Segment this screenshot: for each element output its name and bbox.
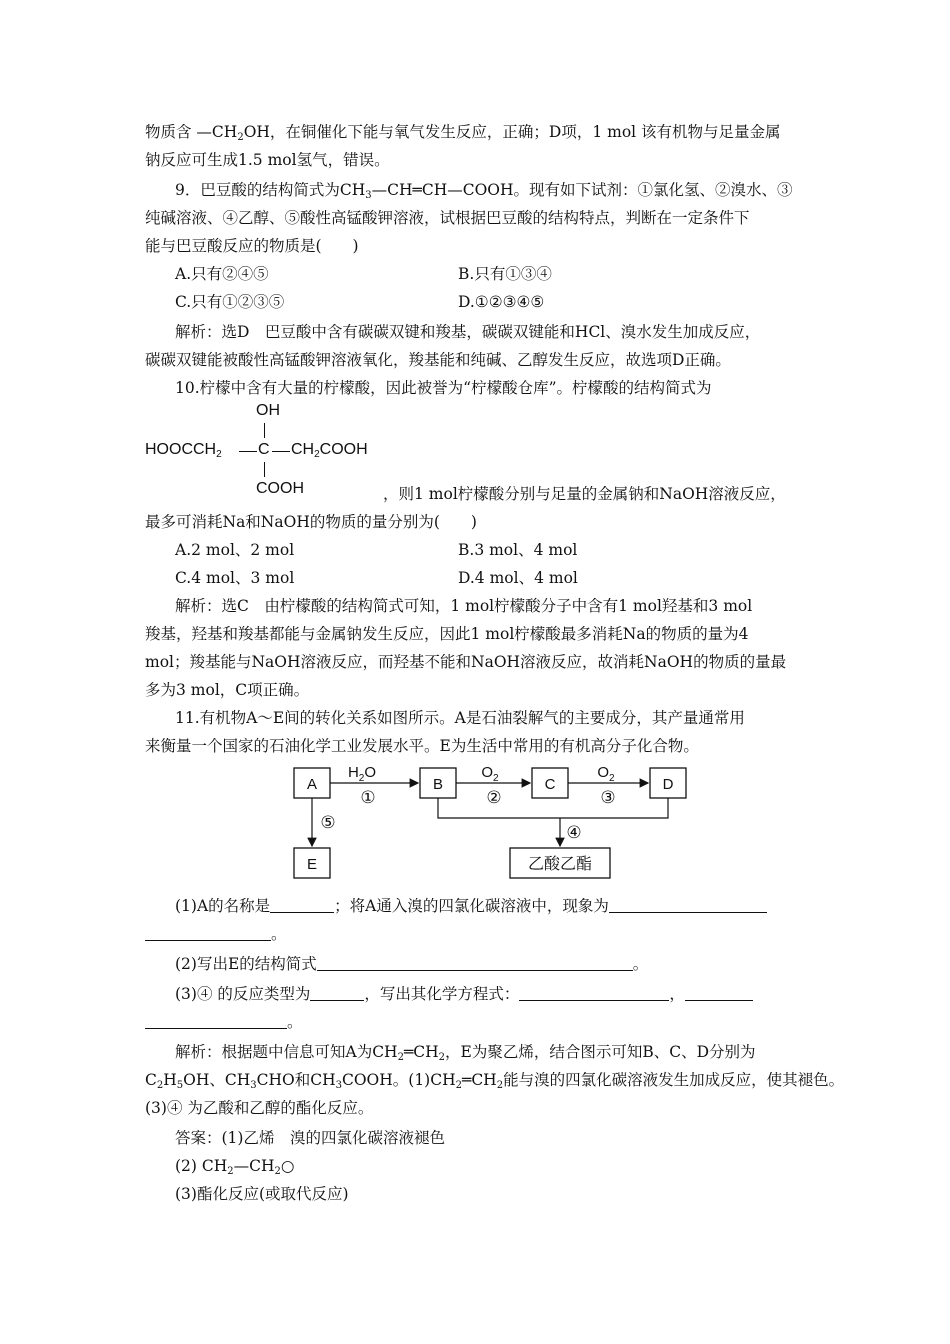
q9-stem-2: 纯碱溶液、④乙醇、⑤酸性高锰酸钾溶液，试根据巴豆酸的结构特点，判断在一定条件下 [145, 209, 750, 227]
q9-option-c: C.只有①②③⑤ [175, 293, 285, 311]
node-b: B [432, 776, 444, 793]
answer-blank[interactable] [685, 986, 753, 1001]
bond-right [272, 451, 290, 452]
node-a: A [306, 776, 318, 793]
q10-stem-1: 10.柠檬中含有大量的柠檬酸，因此被誉为“柠檬酸仓库”。柠檬酸的结构简式为 [175, 379, 712, 397]
node-c: C [544, 776, 556, 793]
q11-part-1: (1)A的名称是 ；将A通入溴的四氯化碳溶液中，现象为 [175, 896, 767, 916]
q11-stem-1: 11.有机物A～E间的转化关系如图所示。A是石油裂解气的主要成分，其产量通常用 [175, 709, 745, 727]
q9-option-b: B.只有①③④ [458, 265, 552, 283]
answer-blank[interactable] [310, 986, 364, 1001]
q10-option-b: B.3 mol、4 mol [458, 541, 578, 559]
structure-left: $HOOCCH_2$ [145, 441, 222, 460]
q9-option-d: D.①②③④⑤ [458, 293, 545, 311]
q11-stem-2: 来衡量一个国家的石油化学工业发展水平。E为生活中常用的有机高分子化合物。 [145, 737, 699, 755]
bond-up [264, 423, 265, 438]
q10-option-d: D.4 mol、4 mol [458, 569, 578, 587]
reagent-h2o: $H_2O$ [347, 764, 377, 784]
q10-analysis-4: 多为3 mol，C项正确。 [145, 681, 310, 699]
q9-stem-1: 9．巴豆酸的结构简式为$CH_3—CH═CH—COOH$。现有如下试剂：①氯化氢、②溴水、③ [175, 181, 793, 201]
q11-answer-1: 答案：(1)乙烯 溴的四氯化碳溶液褪色 [175, 1129, 445, 1147]
q9-stem-3: 能与巴豆酸反应的物质是( ) [145, 237, 359, 255]
citric-acid-structure [145, 400, 405, 504]
answer-blank[interactable] [609, 898, 767, 913]
structure-oh: OH [256, 402, 280, 419]
q11-analysis-2: $C_2H_5OH$、$CH_3CHO$和$CH_3COOH$。$(1)CH_2═CH_2$能与溴的四氯化碳溶液发生加成反应，使其褪色。 [145, 1071, 845, 1091]
q11-analysis-1: 解析：根据题中信息可知A为$CH_2═CH_2$，E为聚乙烯，结合图示可知B、C、D分别为 [175, 1043, 756, 1063]
node-d: D [662, 776, 674, 793]
bond-left [239, 451, 257, 452]
structure-bottom: COOH [256, 480, 304, 497]
structure-center: C [258, 441, 270, 458]
q9-analysis-1: 解析：选D 巴豆酸中含有碳碳双键和羧基，碳碳双键能和HCl、溴水发生加成反应， [175, 323, 761, 341]
q10-option-c: C.4 mol、3 mol [175, 569, 295, 587]
q9-analysis-2: 碳碳双键能被酸性高锰酸钾溶液氧化，羧基能和纯碱、乙醇发生反应，故选项D正确。 [145, 351, 731, 369]
q10-stem-2: ，则1 mol柠檬酸分别与足量的金属钠和NaOH溶液反应， [383, 485, 786, 503]
q10-analysis-1: 解析：选C 由柠檬酸的结构简式可知，1 mol柠檬酸分子中含有1 mol羟基和3 mol [175, 597, 753, 615]
q10-stem-3: 最多可消耗Na和NaOH的物质的量分别为( ) [145, 513, 477, 531]
q10-option-a: A.2 mol、2 mol [175, 541, 295, 559]
answer-blank[interactable] [317, 956, 633, 971]
q11-part-3: (3)④ 的反应类型为 ，写出其化学方程式： ， [175, 984, 753, 1004]
reagent-o2-1: $O_2$ [481, 764, 499, 784]
step-1: ① [360, 788, 376, 807]
step-4: ④ [566, 823, 582, 842]
answer-blank[interactable] [270, 898, 334, 913]
q10-analysis-2: 羧基，羟基和羧基都能与金属钠发生反应，因此1 mol柠檬酸最多消耗Na的物质的量为4 [145, 625, 749, 643]
node-e: E [306, 856, 318, 873]
q11-analysis-3: (3)④ 为乙酸和乙醇的酯化反应。 [145, 1099, 374, 1117]
step-2: ② [486, 788, 502, 807]
q9-option-a: A.只有②④⑤ [175, 265, 269, 283]
structure-right: $CH_2COOH$ [291, 441, 368, 460]
q11-part-1-cont: 。 [145, 924, 287, 944]
q11-answer-3: (3)酯化反应(或取代反应) [175, 1185, 349, 1203]
step-3: ③ [600, 788, 616, 807]
q11-part-2: (2)写出E的结构简式 。 [175, 955, 649, 973]
answer-blank[interactable] [519, 986, 669, 1001]
intro-line-2: 钠反应可生成1.5 mol氢气，错误。 [145, 151, 390, 169]
bond-down [264, 462, 265, 477]
reagent-o2-2: $O_2$ [597, 764, 615, 784]
step-5: ⑤ [320, 813, 336, 832]
q11-part-3-cont: 。 [145, 1012, 303, 1032]
q10-analysis-3: mol；羧基能与NaOH溶液反应，而羟基不能和NaOH溶液反应，故消耗NaOH的物质的量最 [145, 653, 787, 671]
connector-b-d [438, 798, 668, 818]
q11-answer-2: (2) $CH_2—CH_2○$ [175, 1157, 295, 1177]
conversion-diagram [290, 762, 720, 892]
answer-blank[interactable] [145, 1014, 287, 1029]
answer-blank[interactable] [145, 926, 271, 941]
node-ester: 乙酸乙酯 [527, 856, 593, 873]
intro-line-1: 物质含 $—CH_2OH$，在铜催化下能与氧气发生反应，正确；D项，1 mol 该有机物与足量金属 [145, 123, 781, 143]
